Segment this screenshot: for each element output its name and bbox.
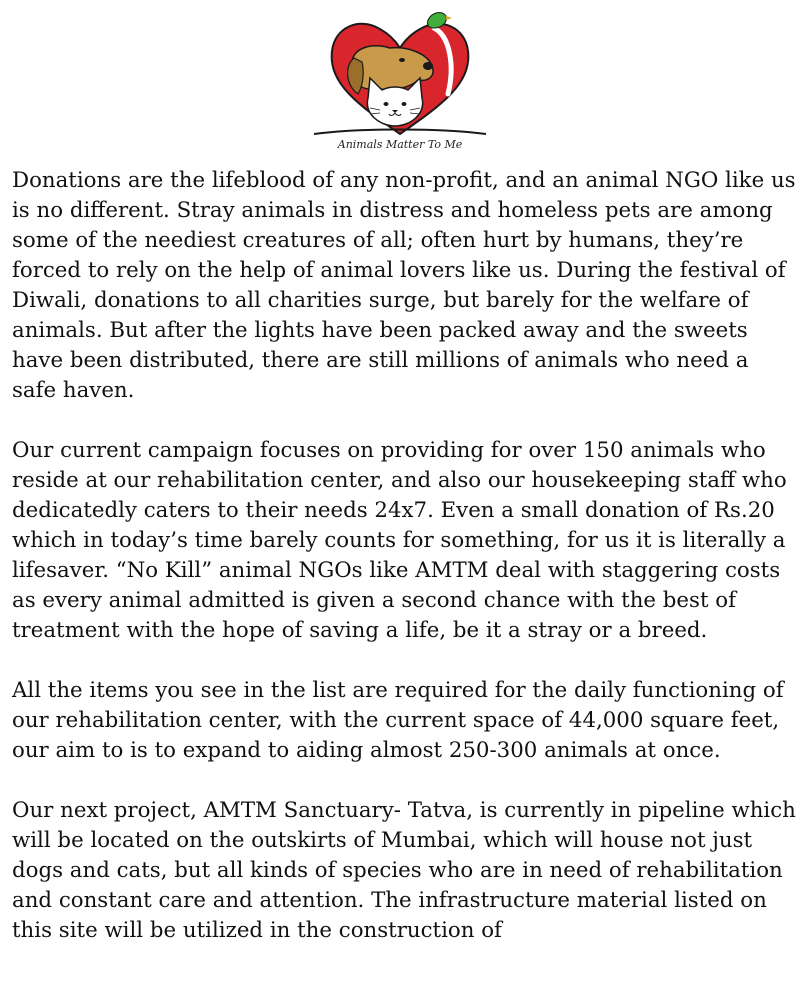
logo-tagline: Animals Matter To Me (337, 138, 463, 151)
heart-dog-cat-logo-icon (310, 6, 490, 141)
paragraph-donations: Donations are the lifeblood of any non-profit, and an animal NGO like us is no different. Stray animals in distress and homeless pets are among some of the neediest creatures of all; often hurt by humans, they’re forced to rely on the help of animal lovers like us. During the festival of Diwali, donations to all charities surge, but barely for the welfare of animals. But after the lights have been packed away and the sweets have been distributed, there are still millions of animals who need a safe haven. (12, 168, 796, 403)
article-body (12, 166, 796, 976)
paragraph-items: All the items you see in the list are required for the daily functioning of our rehabilitation center, with the current space of 44,000 square feet, our aim to is to expand to aiding almost 250-300 animals at once. (12, 678, 784, 763)
paragraph-sanctuary: Our next project, AMTM Sanctuary- Tatva, is currently in pipeline which will be located on the outskirts of Mumbai, which will house not just dogs and cats, but all kinds of species who are in need of rehabilitation and constant care and attention. The infrastructure material listed on this site will be utilized in the construction of (12, 798, 796, 943)
amtm-logo (310, 6, 490, 156)
paragraph-campaign: Our current campaign focuses on providing for over 150 animals who reside at our rehabilitation center, and also our housekeeping staff who dedicatedly caters to their needs 24x7. Even a small donation of Rs.20 which in today’s time barely counts for something, for us it is literally a lifesaver. “No Kill” animal NGOs like AMTM deal with staggering costs as every animal admitted is given a second chance with the best of treatment with the hope of saving a life, be it a stray or a breed. (12, 438, 787, 643)
